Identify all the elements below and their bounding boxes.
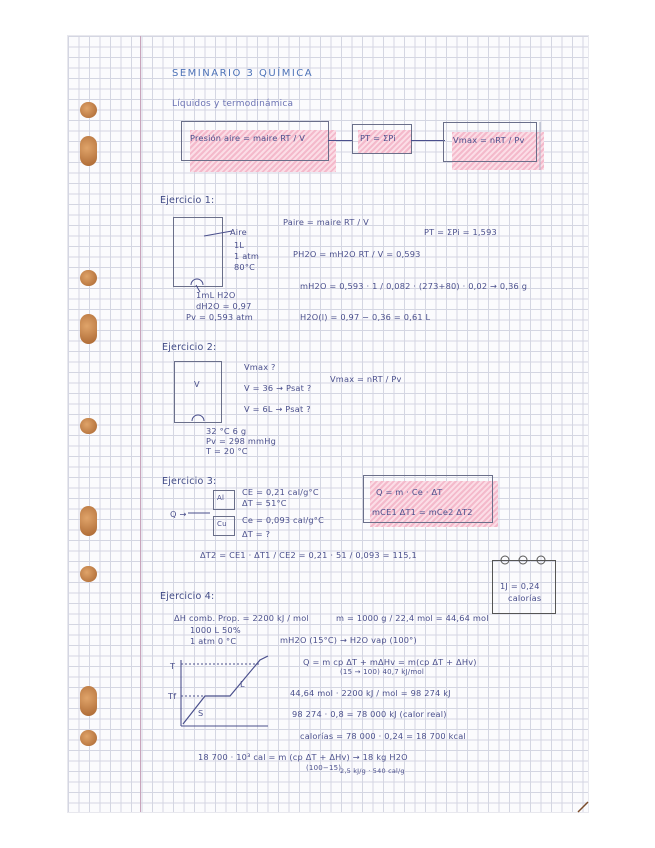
drop-sketch bbox=[191, 279, 203, 285]
eq-water-phase: mH2O (15°C) → H2O vap (100°) bbox=[280, 635, 417, 645]
label-v: V bbox=[194, 379, 200, 389]
note-ring bbox=[537, 556, 545, 564]
curve-label-l: L bbox=[240, 679, 245, 689]
eq-vmax: Vmax = nRT / Pv bbox=[330, 374, 402, 384]
eq-total-pressure: PT = ΣPi = 1,593 bbox=[424, 227, 497, 237]
label-v6l: V = 6L → Psat ? bbox=[244, 404, 311, 414]
eq-remaining-water: H2O(l) = 0,97 − 0,36 = 0,61 L bbox=[300, 312, 431, 322]
eq-ce-al: CE = 0,21 cal/g°C bbox=[242, 487, 319, 497]
calc-energy: 44,64 mol · 2200 kJ / mol = 98 274 kJ bbox=[290, 688, 451, 698]
eq-heat: Q = m · Ce · ΔT bbox=[376, 487, 443, 497]
calc-sub-units: 2,5 kJ/g · 540 cal/g bbox=[340, 767, 405, 775]
eq-dt-cu: ΔT = ? bbox=[242, 529, 271, 539]
eq-ce-cu: Ce = 0,093 cal/g°C bbox=[242, 515, 325, 525]
label-temperature: T = 20 °C bbox=[206, 446, 248, 456]
label-v36: V = 36 → Psat ? bbox=[244, 383, 312, 393]
label-density: dH2O = 0,97 bbox=[196, 301, 252, 311]
label-aire: Aire bbox=[230, 227, 247, 237]
exercise-3-heading: Ejercicio 3: bbox=[162, 476, 217, 487]
page-title: SEMINARIO 3 QUÍMICA bbox=[172, 68, 314, 79]
label-pressure: 1 atm bbox=[234, 251, 260, 261]
label-volume: 1L bbox=[234, 240, 245, 250]
pointer-line bbox=[196, 285, 200, 292]
calc-water-mass: 18 700 · 10³ cal = m (cp ΔT + ΔHv) → 18 kg H2O bbox=[198, 752, 408, 762]
drop-sketch bbox=[192, 415, 204, 421]
axis-label-tf: Tf bbox=[168, 691, 177, 701]
label-water: 1mL H2O bbox=[196, 290, 236, 300]
eq-result: ΔT2 = CE1 · ΔT1 / CE2 = 0,21 · 51 / 0,093 = 115,1 bbox=[200, 550, 417, 560]
page-subtitle: Líquidos y termodinámica bbox=[172, 99, 294, 109]
note-ring bbox=[501, 556, 509, 564]
label-vapor-pressure: Pv = 0,593 atm bbox=[186, 312, 253, 322]
label-vmax: Vmax ? bbox=[244, 362, 276, 372]
eq-enthalpy: ΔH comb. Prop. = 2200 kJ / mol bbox=[174, 613, 309, 623]
heating-curve bbox=[183, 656, 268, 724]
note-joule: 1J = 0,24 bbox=[500, 581, 540, 591]
exercise-2-heading: Ejercicio 2: bbox=[162, 342, 217, 353]
label-cu: Cu bbox=[217, 520, 227, 528]
calc-sub-range: (100−15) bbox=[306, 764, 342, 772]
calc-calories: calorías = 78 000 · 0,24 = 18 700 kcal bbox=[300, 731, 466, 741]
pointer-line bbox=[204, 231, 232, 236]
label-volume: 1000 L 50% bbox=[190, 625, 241, 635]
curve-label-s: S bbox=[198, 708, 204, 718]
label-mass: 32 °C 6 g bbox=[206, 426, 247, 436]
eq-paire: Paire = maire RT / V bbox=[283, 217, 369, 227]
label-vapor-pressure: Pv = 298 mmHg bbox=[206, 436, 276, 446]
eq-heat-balance: mCE1 ΔT1 = mCe2 ΔT2 bbox=[372, 507, 473, 517]
formula-total-pressure: PT = ΣPi bbox=[360, 133, 396, 143]
eq-ph2o: PH2O = mH2O RT / V = 0,593 bbox=[293, 249, 421, 259]
label-heat: Q → bbox=[170, 509, 187, 519]
label-al: Al bbox=[217, 494, 225, 502]
eq-total-heat: Q = m cp ΔT + mΔHv = m(cp ΔT + ΔHv) bbox=[303, 657, 477, 667]
label-conditions: 1 atm 0 °C bbox=[190, 636, 237, 646]
note-ring bbox=[519, 556, 527, 564]
calc-real-heat: 98 274 · 0,8 = 78 000 kJ (calor real) bbox=[292, 709, 447, 719]
eq-dt-al: ΔT = 51°C bbox=[242, 498, 287, 508]
eq-moles: m = 1000 g / 22,4 mol = 44,64 mol bbox=[336, 613, 489, 623]
exercise-4-heading: Ejercicio 4: bbox=[160, 591, 215, 602]
formula-pressure: Presión aire = maire RT / V bbox=[190, 133, 306, 143]
label-temperature: 80°C bbox=[234, 262, 256, 272]
eq-total-heat-sub: (15 → 100) 40,7 kJ/mol bbox=[340, 668, 425, 676]
corner-mark bbox=[578, 802, 588, 812]
exercise-1-heading: Ejercicio 1: bbox=[160, 195, 215, 206]
note-calories: calorías bbox=[508, 593, 542, 603]
formula-vmax: Vmax = nRT / Pv bbox=[453, 135, 525, 145]
eq-mass-water: mH2O = 0,593 · 1 / 0,082 · (273+80) · 0,02 → 0,36 g bbox=[300, 281, 528, 291]
axis-label-t: T bbox=[170, 661, 176, 671]
